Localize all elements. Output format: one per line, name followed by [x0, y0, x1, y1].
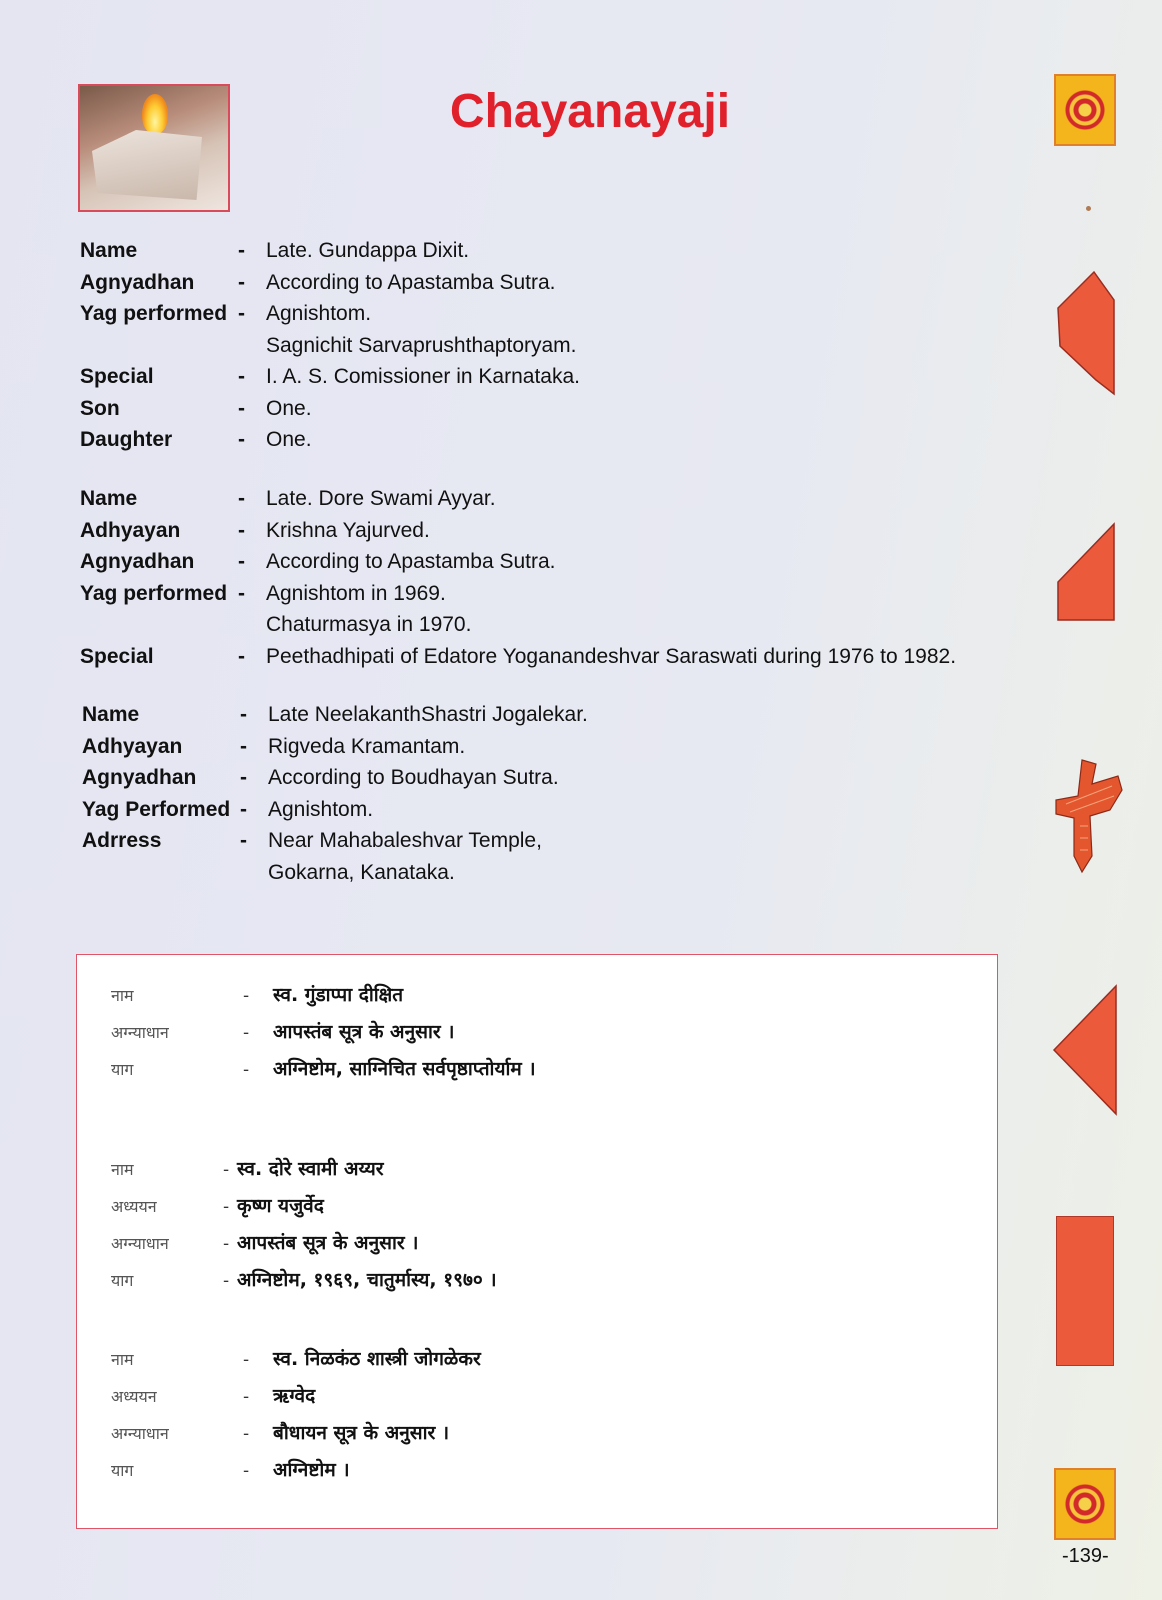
row-dash: -	[238, 550, 245, 573]
hindi-row	[111, 1382, 481, 1419]
row-value: Krishna Yajurved.	[266, 518, 430, 542]
wheel-ring	[1062, 1481, 1108, 1527]
entry-row	[80, 641, 956, 673]
hindi-value: ऋग्वेद	[273, 1385, 316, 1407]
row-label: Adrress	[82, 829, 162, 852]
row-dash-blank	[238, 330, 266, 362]
row-value: One.	[266, 396, 312, 420]
hindi-dash: -	[243, 1387, 250, 1407]
hindi-label: अध्ययन	[111, 1197, 157, 1216]
hindi-row	[111, 981, 536, 1018]
hindi-label: नाम	[111, 1160, 134, 1179]
hindi-label: अध्ययन	[111, 1387, 157, 1406]
row-value: Sagnichit Sarvaprushthaptoryam.	[266, 333, 577, 357]
page-title: Chayanayaji	[449, 85, 731, 138]
row-dash-blank	[238, 609, 266, 641]
entry-row	[80, 609, 956, 641]
hindi-dash: -	[243, 1424, 250, 1444]
row-dash: -	[238, 239, 245, 262]
row-dash: -	[240, 766, 247, 789]
hindi-row	[111, 1345, 481, 1382]
hindi-dash: -	[223, 1160, 230, 1180]
hindi-row	[111, 1155, 497, 1192]
altar-shape-icon	[1056, 270, 1116, 396]
entry-row	[80, 393, 580, 425]
hindi-row	[111, 1419, 481, 1456]
hindi-dash: -	[223, 1234, 230, 1254]
entry-row	[82, 762, 588, 794]
entry-row	[80, 515, 956, 547]
row-label	[80, 330, 238, 362]
hindi-row	[111, 1018, 536, 1055]
hindi-dash: -	[223, 1197, 230, 1217]
hindi-label: अग्न्याधान	[111, 1424, 169, 1443]
hindi-row	[111, 1055, 536, 1092]
page-number: -139-	[1062, 1545, 1109, 1567]
row-value: Gokarna, Kanataka.	[268, 860, 455, 884]
altar-stone	[92, 130, 202, 200]
entry-row	[80, 298, 580, 330]
sun-wheel-icon	[1054, 1468, 1116, 1540]
hindi-dash: -	[243, 1350, 250, 1370]
row-value: Late NeelakanthShastri Jogalekar.	[268, 703, 588, 726]
hindi-label: याग	[111, 1461, 134, 1480]
entry-row	[80, 330, 580, 362]
row-value: I. A. S. Comissioner in Karnataka.	[266, 365, 580, 388]
row-dash: -	[240, 797, 247, 821]
row-value: Late. Gundappa Dixit.	[266, 239, 470, 262]
hindi-summary-box	[76, 954, 998, 1529]
hindi-entry-3	[111, 1345, 481, 1493]
altar-shape-icon	[1052, 984, 1118, 1116]
hindi-label: याग	[111, 1060, 134, 1079]
row-label: Daughter	[80, 428, 173, 451]
person-entry-1	[80, 235, 580, 456]
hindi-label: नाम	[111, 986, 134, 1005]
entry-row	[80, 578, 956, 610]
hindi-dash: -	[243, 1023, 250, 1043]
altar-shape-icon	[1056, 522, 1116, 622]
hindi-row	[111, 1456, 481, 1493]
row-value: According to Apastamba Sutra.	[266, 270, 556, 294]
entry-row	[82, 699, 588, 731]
wheel-ring	[1062, 87, 1108, 133]
row-value: Near Mahabaleshvar Temple,	[268, 829, 542, 852]
row-value: Chaturmasya in 1970.	[266, 613, 472, 636]
hindi-row	[111, 1229, 497, 1266]
hindi-value: आपस्तंब सूत्र के अनुसार ।	[273, 1021, 455, 1043]
row-value: Peethadhipati of Edatore Yoganandeshvar Saraswati during 1976 to 1982.	[266, 644, 957, 668]
hindi-label: अग्न्याधान	[111, 1234, 169, 1253]
row-label: Son	[80, 396, 120, 420]
entry-row	[80, 546, 956, 578]
hindi-dash: -	[223, 1271, 230, 1291]
row-dash: -	[240, 734, 247, 758]
entry-row	[80, 483, 956, 515]
hindi-dash: -	[243, 986, 250, 1006]
ritual-photo	[78, 84, 230, 212]
row-value: Agnishtom in 1969.	[266, 581, 446, 605]
sun-wheel-icon	[1054, 74, 1116, 146]
hindi-dash: -	[243, 1461, 250, 1481]
row-label	[80, 609, 238, 641]
row-label: Adhyayan	[80, 518, 181, 542]
row-value: According to Boudhayan Sutra.	[268, 766, 559, 789]
entry-row	[82, 857, 588, 889]
row-dash-blank	[240, 857, 268, 889]
row-dash: -	[238, 302, 245, 325]
row-label: Yag performed	[80, 302, 228, 325]
row-label: Yag performed	[80, 581, 228, 605]
entry-row	[80, 424, 580, 456]
row-value: According to Apastamba Sutra.	[266, 550, 556, 573]
row-value: Late. Dore Swami Ayyar.	[266, 487, 496, 510]
row-dash: -	[238, 365, 245, 388]
entry-row	[80, 267, 580, 299]
row-value: Agnishtom.	[266, 302, 372, 325]
row-label: Special	[80, 644, 154, 668]
row-dash: -	[238, 428, 245, 451]
entry-row	[82, 825, 588, 857]
hindi-value: आपस्तंब सूत्र के अनुसार ।	[237, 1232, 419, 1254]
row-dash: -	[238, 270, 245, 294]
hindi-row	[111, 1266, 497, 1303]
row-label: Name	[80, 487, 138, 510]
person-entry-3	[82, 699, 588, 888]
row-dash: -	[238, 581, 245, 605]
entry-row	[80, 361, 580, 393]
row-dash: -	[238, 644, 245, 668]
hindi-entry-2	[111, 1155, 497, 1303]
fire-flame	[142, 94, 168, 134]
hindi-value: स्व. निळकंठ शास्त्री जोगळेकर	[273, 1348, 481, 1370]
hindi-value: स्व. गुंडाप्पा दीक्षित	[273, 984, 404, 1006]
row-label: Agnyadhan	[80, 550, 195, 573]
hindi-value: स्व. दोरे स्वामी अय्यर	[237, 1158, 384, 1180]
hindi-value: अग्निष्टोम ।	[273, 1459, 350, 1481]
entry-row	[80, 235, 580, 267]
hindi-value: कृष्ण यजुर्वेद	[237, 1195, 324, 1217]
hindi-entry-1	[111, 981, 536, 1092]
row-value: Agnishtom.	[268, 797, 374, 821]
row-label: Special	[80, 365, 154, 388]
row-dash: -	[238, 518, 245, 542]
altar-block-icon	[1056, 1216, 1114, 1366]
person-entry-2	[80, 483, 956, 672]
row-label: Agnyadhan	[82, 766, 197, 789]
hindi-label: अग्न्याधान	[111, 1023, 169, 1042]
hindi-dash: -	[243, 1060, 250, 1080]
dot-mark	[1086, 206, 1091, 211]
hindi-row	[111, 1192, 497, 1229]
hindi-value: अग्निष्टोम, १९६९, चातुर्मास्य, १९७० ।	[237, 1269, 497, 1291]
row-dash: -	[240, 703, 247, 726]
hindi-label: नाम	[111, 1350, 134, 1369]
hindi-label: याग	[111, 1271, 134, 1290]
row-dash: -	[240, 829, 247, 852]
row-label: Name	[82, 703, 140, 726]
row-value: Rigveda Kramantam.	[268, 734, 466, 758]
eagle-altar-icon	[1052, 756, 1126, 876]
row-label: Yag Performed	[82, 797, 231, 821]
row-label: Adhyayan	[82, 734, 183, 758]
row-label	[82, 857, 240, 889]
entry-row	[82, 731, 588, 763]
row-dash: -	[238, 396, 245, 420]
row-dash: -	[238, 487, 245, 510]
row-label: Agnyadhan	[80, 270, 195, 294]
row-label: Name	[80, 239, 138, 262]
entry-row	[82, 794, 588, 826]
row-value: One.	[266, 428, 312, 451]
hindi-value: बौधायन सूत्र के अनुसार ।	[273, 1422, 450, 1444]
hindi-value: अग्निष्टोम, साग्निचित सर्वपृष्ठाप्तोर्याम ।	[273, 1058, 536, 1080]
